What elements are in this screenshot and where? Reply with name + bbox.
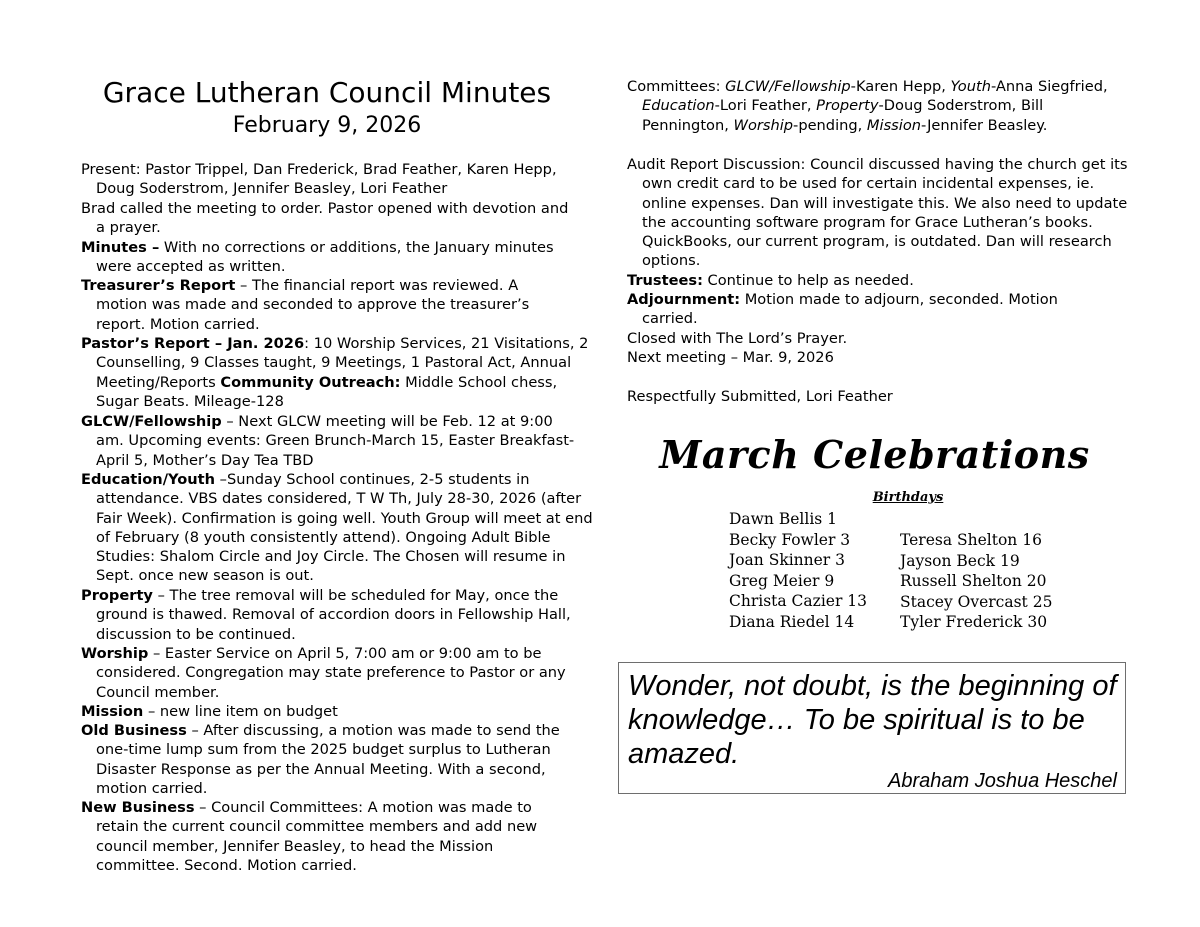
birthday-list-col1 bbox=[729, 509, 867, 633]
committee-worship-name: -pending, bbox=[793, 116, 867, 134]
committee-mission-name: -Jennifer Beasley. bbox=[921, 116, 1048, 134]
education-paragraph bbox=[81, 470, 596, 586]
audit-paragraph bbox=[627, 155, 1132, 271]
committee-worship: Worship bbox=[733, 116, 794, 134]
education-text: –Sunday School continues, 2-5 students in attendance. VBS dates considered, T W Th, July 28-30, 2026 (after Fair Week). Confirmation is going well. Youth Group will meet at end of February (8 youth consistently attend). Ongoing Adult Bible Studies: Shalom Circle and Joy Circle. The Chosen will resume in Sept. once new season is out. bbox=[96, 471, 593, 585]
pastor-report-label: Pastor’s Report – Jan. 2026 bbox=[81, 335, 305, 352]
birthday-item: Tyler Frederick 30 bbox=[900, 613, 1048, 632]
quote-box bbox=[618, 662, 1126, 794]
worship-text: – Easter Service on April 5, 7:00 am or 9:00 am to be considered. Congregation may state preference to Pastor or any Council member. bbox=[96, 645, 566, 701]
adjournment-paragraph bbox=[627, 290, 1092, 329]
adjournment-text: Motion made to adjourn, seconded. Motion carried. bbox=[642, 291, 1058, 328]
pastor-report-text: : 10 Worship Services, 21 Visitations, 2 Counselling, 9 Classes taught, 9 Meetings, 1 Pastoral Act, Annual Meeting/Reports bbox=[96, 335, 589, 391]
treasurer-label: Treasurer’s Report bbox=[81, 277, 236, 294]
old-business-paragraph bbox=[81, 721, 581, 798]
committee-youth: Youth bbox=[950, 78, 991, 95]
next-meeting-paragraph bbox=[627, 348, 1132, 367]
committee-glcw: GLCW/Fellowship bbox=[725, 78, 851, 95]
outreach-label: Community Outreach: bbox=[220, 373, 401, 391]
minutes-paragraph bbox=[81, 238, 586, 277]
birthday-item: Jayson Beck 19 bbox=[900, 551, 1020, 570]
property-text: – The tree removal will be scheduled for May, once the ground is thawed. Removal of accordion doors in Fellowship Hall, discussion to be continued. bbox=[96, 587, 571, 643]
meeting-date: February 9, 2026 bbox=[232, 113, 422, 138]
submitted-paragraph bbox=[627, 387, 1132, 406]
education-label: Education/Youth bbox=[81, 471, 216, 488]
treasurer-text: – The financial report was reviewed. A motion was made and seconded to approve the treasurer’s report. Motion carried. bbox=[96, 277, 530, 333]
birthday-item: Russell Shelton 20 bbox=[900, 572, 1047, 591]
present-text: Present: Pastor Trippel, Dan Frederick, Brad Feather, Karen Hepp, Doug Soderstrom, Jennifer Beasley, Lori Feather bbox=[81, 161, 557, 198]
closed-paragraph bbox=[627, 329, 1132, 348]
glcw-text: – Next GLCW meeting will be Feb. 12 at 9:00 am. Upcoming events: Green Brunch-March 15, Easter Breakfast-April 5, Mother’s Day Tea TBD bbox=[96, 413, 575, 469]
mission-paragraph bbox=[81, 702, 576, 721]
new-business-paragraph bbox=[81, 798, 571, 875]
adjournment-label: Adjournment: bbox=[627, 291, 741, 308]
closed-text: Closed with The Lord’s Prayer. bbox=[627, 330, 848, 347]
birthday-item: Teresa Shelton 16 bbox=[900, 531, 1042, 549]
glcw-label: GLCW/Fellowship bbox=[81, 413, 222, 430]
called-text: Brad called the meeting to order. Pastor opened with devotion and a prayer. bbox=[81, 200, 569, 237]
committee-education-name: -Lori Feather, bbox=[714, 97, 817, 115]
celebrations-title: March Celebrations bbox=[659, 432, 1090, 477]
treasurer-paragraph bbox=[81, 276, 566, 334]
glcw-paragraph bbox=[81, 412, 581, 470]
audit-text: Audit Report Discussion: Council discussed having the church get its own credit card to be used for certain incidental expenses, ie. online expenses. Dan will investigate this. We also need to update the accounting software program for Grace Lutheran’s books. QuickBooks, our current program, is outdated. Dan will research options. bbox=[627, 156, 1128, 270]
birthday-item: Becky Fowler 3 bbox=[729, 530, 851, 549]
submitted-text: Respectfully Submitted, Lori Feather bbox=[627, 388, 893, 405]
next-meeting-text: Next meeting – Mar. 9, 2026 bbox=[627, 349, 834, 366]
new-business-text: – Council Committees: A motion was made to retain the current council committee members and add new council member, Jennifer Beasley, to head the Mission committee. Second. Motion carried. bbox=[96, 799, 538, 874]
committee-education: Education bbox=[642, 97, 715, 115]
committees-paragraph bbox=[627, 77, 1132, 135]
page-title: Grace Lutheran Council Minutes bbox=[102, 76, 552, 109]
birthday-item: Diana Riedel 14 bbox=[729, 612, 855, 631]
committee-youth-name: -Anna Siegfried, bbox=[990, 78, 1108, 95]
trustees-paragraph bbox=[627, 271, 1132, 290]
present-paragraph bbox=[81, 160, 576, 199]
property-label: Property bbox=[81, 587, 153, 604]
quote-text: Wonder, not doubt, is the beginning of knowledge… To be spiritual is to be amazed. bbox=[628, 670, 1117, 770]
birthday-item: Greg Meier 9 bbox=[729, 571, 835, 590]
old-business-label: Old Business bbox=[81, 722, 187, 739]
old-business-text: – After discussing, a motion was made to send the one-time lump sum from the 2025 budget surplus to Lutheran Disaster Response as per the Annual Meeting. With a second, motion carried. bbox=[96, 722, 560, 797]
new-business-label: New Business bbox=[81, 799, 195, 816]
birthday-list-col2 bbox=[900, 530, 1052, 633]
minutes-text: With no corrections or additions, the January minutes were accepted as written. bbox=[96, 239, 554, 276]
minutes-label: Minutes – bbox=[81, 239, 160, 256]
committee-mission: Mission bbox=[866, 116, 922, 134]
birthday-item: Stacey Overcast 25 bbox=[900, 592, 1053, 611]
outreach-text: Middle School chess, Sugar Beats. Mileage-128 bbox=[96, 373, 558, 410]
committee-glcw-name: -Karen Hepp, bbox=[850, 78, 951, 95]
trustees-text: Continue to help as needed. bbox=[702, 272, 914, 289]
birthday-item: Christa Cazier 13 bbox=[729, 592, 868, 611]
committee-property: Property bbox=[816, 97, 879, 115]
birthday-item: Joan Skinner 3 bbox=[729, 551, 846, 570]
mission-label: Mission bbox=[81, 703, 144, 720]
birthdays-heading: Birthdays bbox=[872, 490, 944, 505]
birthday-item: Dawn Bellis 1 bbox=[729, 510, 838, 528]
committees-prefix: Committees: bbox=[627, 78, 726, 95]
pastor-report-paragraph bbox=[81, 334, 596, 411]
worship-paragraph bbox=[81, 644, 571, 702]
mission-text: – new line item on budget bbox=[143, 703, 338, 720]
worship-label: Worship bbox=[81, 645, 149, 662]
called-paragraph bbox=[81, 199, 576, 238]
committee-property-name: -Doug Soderstrom, Bill Pennington, bbox=[642, 97, 1044, 134]
quote-author: Abraham Joshua Heschel bbox=[887, 770, 1117, 792]
property-paragraph bbox=[81, 586, 596, 644]
trustees-label: Trustees: bbox=[627, 272, 703, 289]
